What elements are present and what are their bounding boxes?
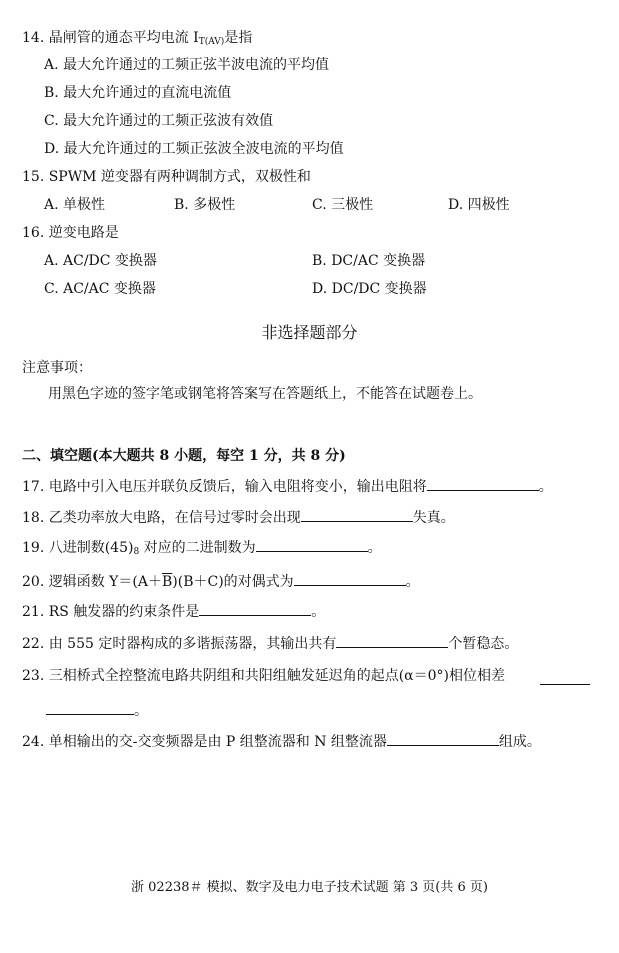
question-14-option-c: C. 最大允许通过的工频正弦波有效值 (44, 113, 274, 129)
question-20-overline-b: $\overline{B}$ (161, 574, 173, 590)
answer-blank-20[interactable] (294, 571, 406, 586)
question-14-stem (22, 28, 252, 52)
question-15-option-c: C. 三极性 (312, 197, 374, 213)
answer-blank-23-part-1[interactable] (540, 670, 590, 685)
question-20-end: 。 (405, 574, 420, 590)
question-14-suffix: 是指 (224, 30, 253, 46)
answer-blank-21[interactable] (199, 601, 311, 616)
question-21-text: 21. RS 触发器的约束条件是 (22, 604, 200, 620)
question-21-end: 。 (311, 604, 326, 620)
section-title: 非选择题部分 (261, 323, 358, 342)
question-19-text: 19. 八进制数(45) (22, 540, 134, 556)
question-20 (22, 571, 420, 592)
question-20-text: 20. 逻辑函数 Y＝(A＋ (22, 574, 162, 590)
question-16-option-a: A. AC/DC 变换器 (44, 253, 157, 269)
question-23 (22, 666, 505, 686)
question-14-text: 14. 晶闸管的通态平均电流 I (22, 30, 199, 46)
notice-label: 注意事项： (22, 360, 92, 376)
page-footer: 浙 02238＃ 模拟、数字及电力电子技术试题 第 3 页(共 6 页) (131, 880, 488, 895)
question-24 (22, 731, 541, 752)
question-23-continuation (46, 700, 148, 721)
answer-blank-23-part-2[interactable] (46, 700, 134, 715)
question-17-text: 17. 电路中引入电压并联负反馈后，输入电阻将变小，输出电阻将 (22, 479, 427, 495)
question-22-end: 个暂稳态。 (448, 636, 519, 652)
question-14-subscript: T(AV) (198, 37, 225, 47)
question-19-end: 。 (367, 540, 382, 556)
question-22-text: 22. 由 555 定时器构成的多谐振荡器，其输出共有 (22, 636, 337, 652)
question-16-stem: 16. 逆变电路是 (22, 225, 119, 241)
notice-text: 用黑色字迹的签字笔或钢笔将答案写在答题纸上，不能答在试题卷上。 (48, 386, 482, 402)
question-20-text-b: )(B＋C)的对偶式为 (172, 574, 294, 590)
question-15-option-a: A. 单极性 (44, 197, 106, 213)
question-17-end: 。 (538, 479, 553, 495)
answer-blank-24[interactable] (387, 731, 499, 746)
question-18-text: 18. 乙类功率放大电路，在信号过零时会出现 (22, 510, 301, 526)
question-18-end: 失真。 (412, 510, 455, 526)
question-19-subscript: 8 (133, 547, 140, 557)
question-19 (22, 537, 382, 562)
question-24-text: 24. 单相输出的交-交变频器是由 P 组整流器和 N 组整流器 (22, 734, 387, 750)
question-16-option-d: D. DC/DC 变换器 (312, 281, 427, 297)
question-15-stem: 15. SPWM 逆变器有两种调制方式，双极性和 (22, 169, 311, 185)
question-15-option-d: D. 四极性 (448, 197, 510, 213)
question-14-option-b: B. 最大允许通过的直流电流值 (44, 85, 232, 101)
question-23-text: 23. 三相桥式全控整流电路共阴组和共阳组触发延迟角的起点(α＝0°)相位相差 (22, 668, 505, 684)
answer-blank-18[interactable] (301, 507, 413, 522)
question-22 (22, 633, 518, 654)
answer-blank-22[interactable] (336, 633, 448, 648)
question-16-option-b: B. DC/AC 变换器 (312, 253, 426, 269)
part-2-heading (22, 446, 346, 466)
question-17 (22, 476, 553, 497)
part-2-heading-prefix: 二、填空题 (22, 448, 92, 464)
answer-blank-17[interactable] (427, 476, 539, 491)
answer-blank-19[interactable] (256, 537, 368, 552)
question-14-option-a: A. 最大允许通过的工频正弦半波电流的平均值 (44, 57, 330, 73)
question-23-end: 。 (134, 703, 148, 719)
question-24-end: 组成。 (498, 734, 541, 750)
question-16-option-c: C. AC/AC 变换器 (44, 281, 156, 297)
part-2-heading-detail: (本大题共 8 小题，每空 1 分，共 8 分) (92, 448, 346, 464)
question-18 (22, 507, 455, 528)
question-19-text-b: 对应的二进制数为 (139, 540, 256, 556)
question-14-option-d: D. 最大允许通过的工频正弦波全波电流的平均值 (44, 141, 344, 157)
question-15-option-b: B. 多极性 (174, 197, 236, 213)
question-21 (22, 601, 325, 622)
